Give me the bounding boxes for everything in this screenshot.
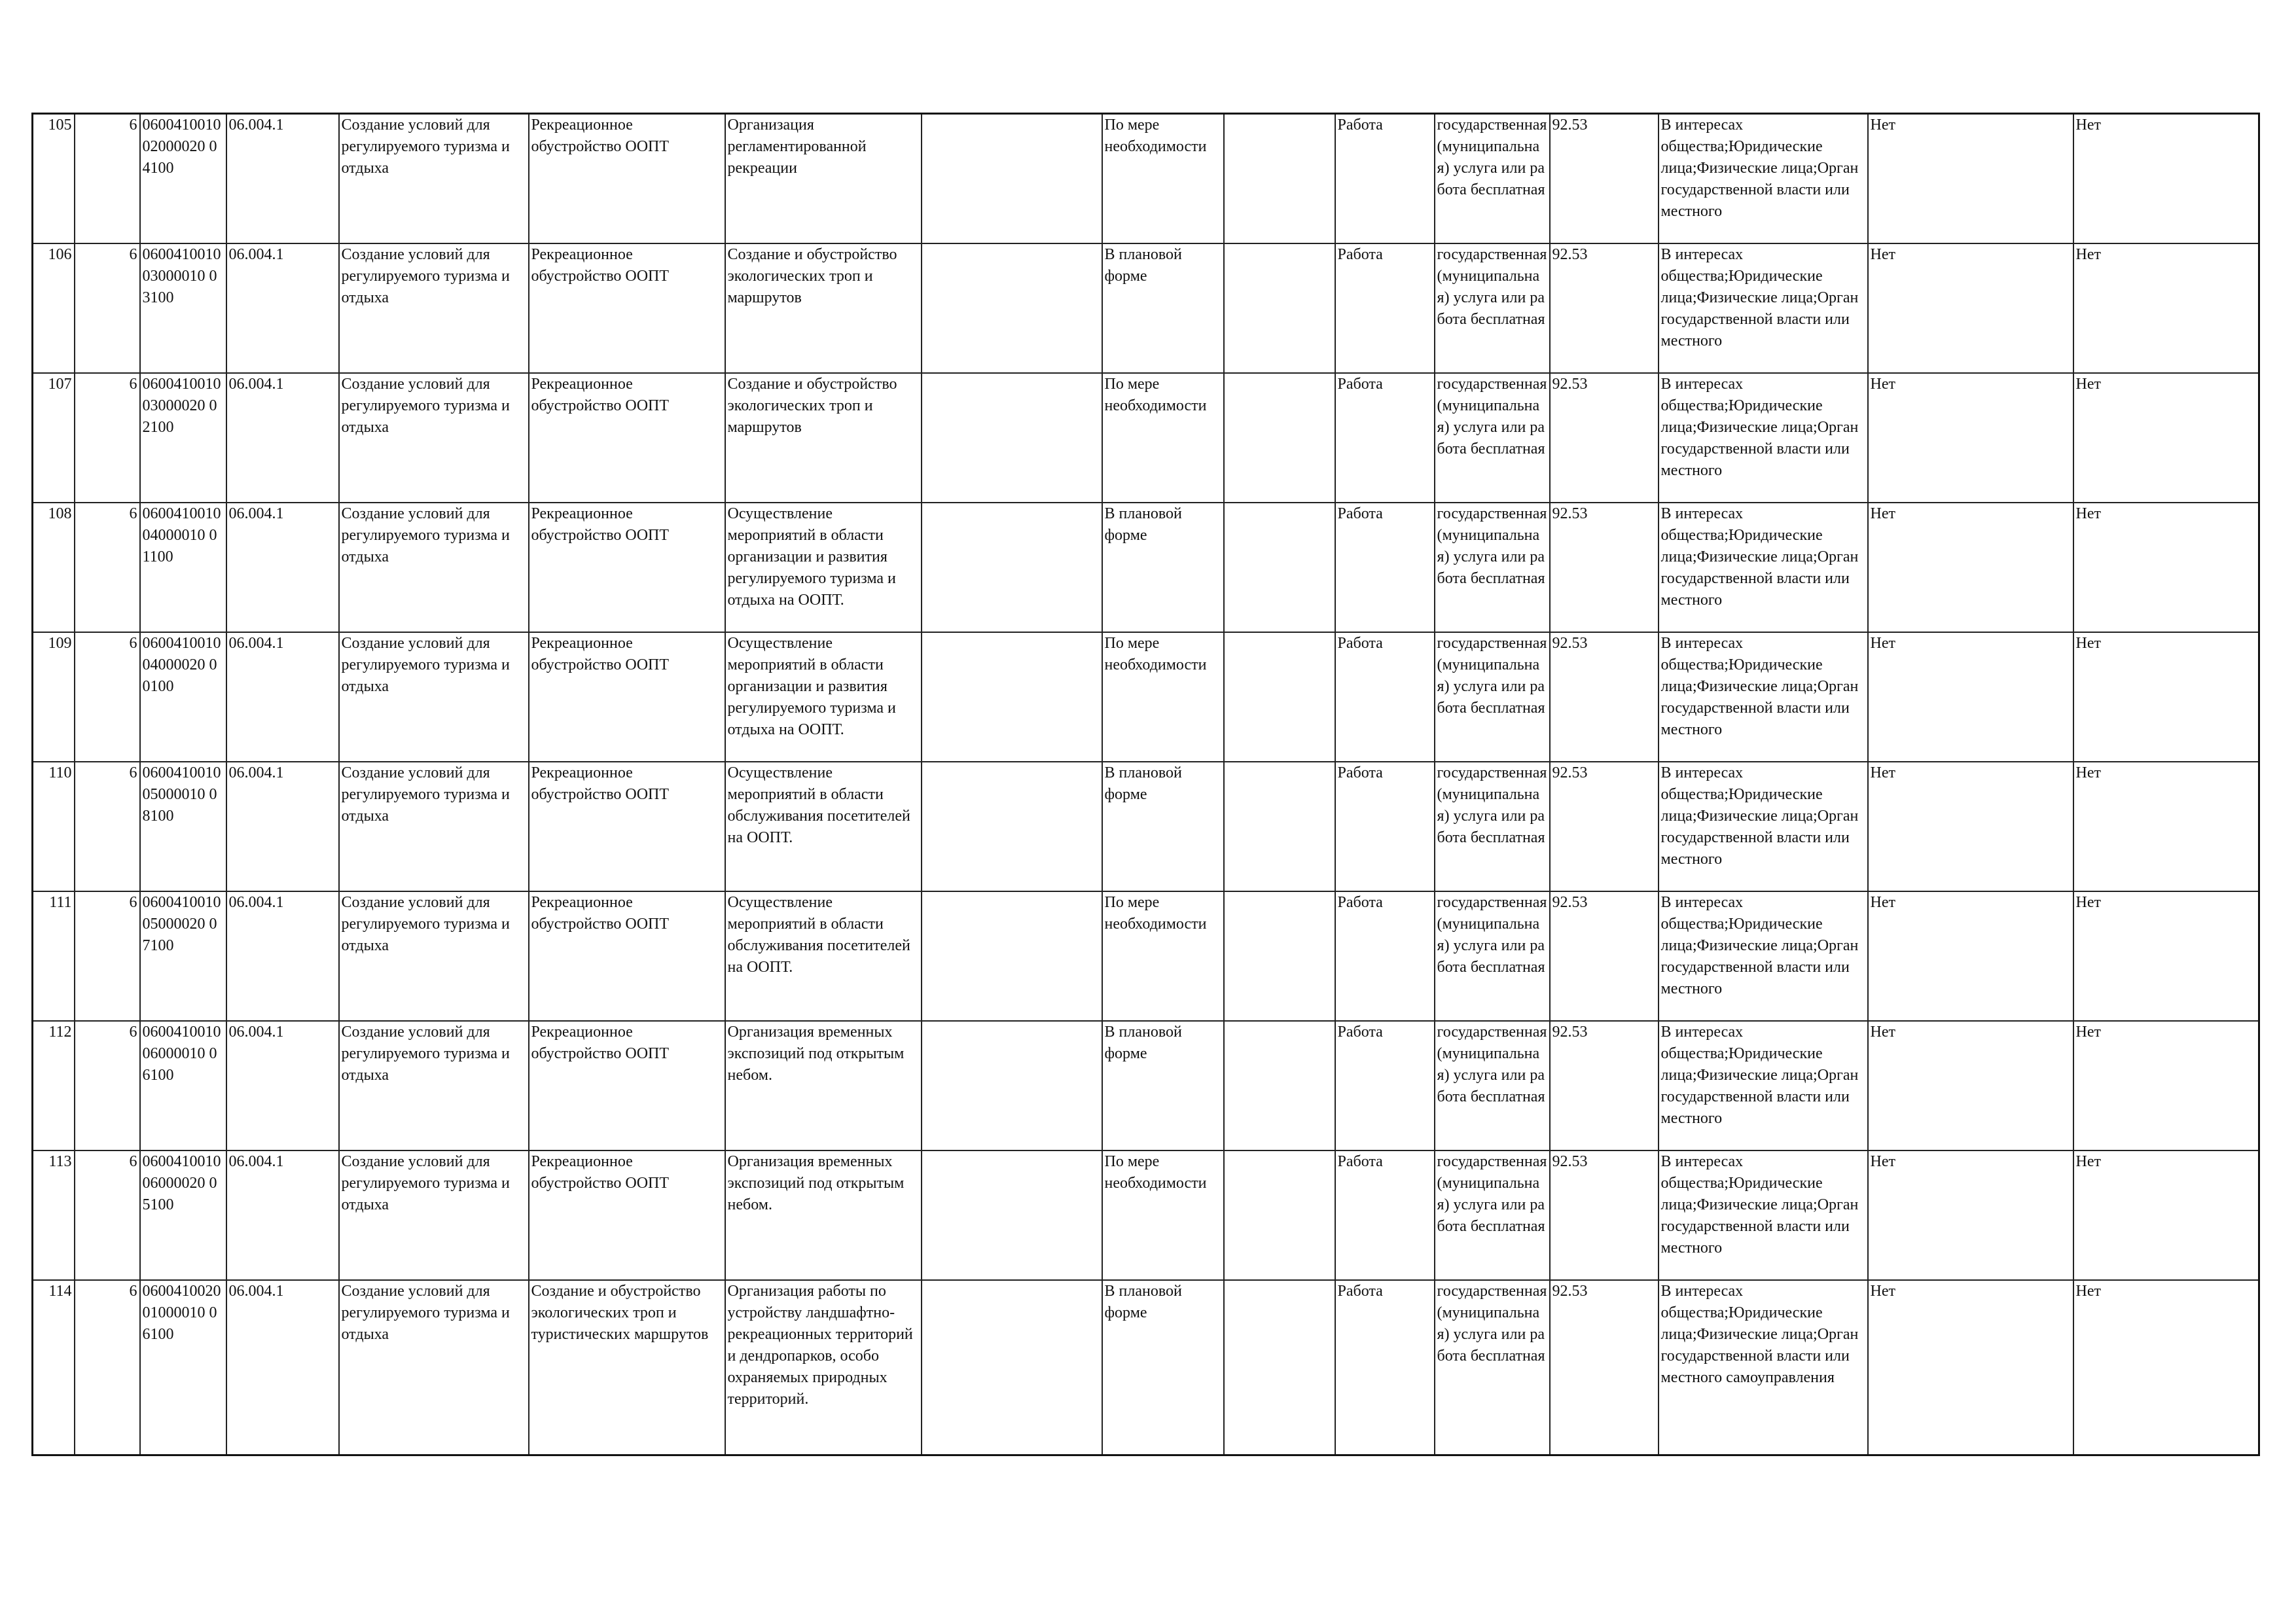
activity-subsection: Рекреационное обустройство ООПТ	[529, 373, 725, 503]
activity-section: Создание условий для регулируемого туризма и отдыха	[339, 1150, 529, 1280]
execution-frequency: В плановой форме	[1102, 1280, 1224, 1455]
row-number: 111	[33, 891, 75, 1021]
empty-cell	[1224, 503, 1335, 632]
okved-code: 92.53	[1550, 503, 1659, 632]
row-subnumber: 6	[75, 243, 140, 373]
flag-one: Нет	[1868, 762, 2073, 891]
registry-code: 060041001005000020 07100	[140, 891, 226, 1021]
table-row	[33, 1280, 2259, 1455]
service-kind: Работа	[1335, 373, 1435, 503]
registry-code: 060041001004000010 01100	[140, 503, 226, 632]
row-subnumber: 6	[75, 503, 140, 632]
classifier-code: 06.004.1	[226, 1021, 339, 1150]
empty-cell	[922, 891, 1102, 1021]
okved-code: 92.53	[1550, 632, 1659, 762]
flag-two: Нет	[2073, 373, 2259, 503]
classifier-code: 06.004.1	[226, 373, 339, 503]
flag-one: Нет	[1868, 1280, 2073, 1455]
activity-section: Создание условий для регулируемого туризма и отдыха	[339, 891, 529, 1021]
flag-two: Нет	[2073, 632, 2259, 762]
service-kind: Работа	[1335, 891, 1435, 1021]
consumer-categories: В интересах общества;Юридические лица;Физические лица;Орган государственной власти или местного	[1659, 762, 1868, 891]
flag-one: Нет	[1868, 243, 2073, 373]
row-subnumber: 6	[75, 1021, 140, 1150]
execution-frequency: В плановой форме	[1102, 1021, 1224, 1150]
empty-cell	[922, 373, 1102, 503]
activity-section: Создание условий для регулируемого туризма и отдыха	[339, 762, 529, 891]
service-kind: Работа	[1335, 1021, 1435, 1150]
activity-section: Создание условий для регулируемого туризма и отдыха	[339, 632, 529, 762]
classifier-code: 06.004.1	[226, 114, 339, 243]
row-number: 108	[33, 503, 75, 632]
row-subnumber: 6	[75, 762, 140, 891]
activity-subsection: Рекреационное обустройство ООПТ	[529, 114, 725, 243]
empty-cell	[922, 114, 1102, 243]
row-number: 114	[33, 1280, 75, 1455]
empty-cell	[922, 503, 1102, 632]
table-row	[33, 503, 2259, 632]
table-row	[33, 243, 2259, 373]
flag-one: Нет	[1868, 503, 2073, 632]
service-kind: Работа	[1335, 114, 1435, 243]
flag-two: Нет	[2073, 1150, 2259, 1280]
flag-one: Нет	[1868, 632, 2073, 762]
okved-code: 92.53	[1550, 243, 1659, 373]
table-row	[33, 114, 2259, 243]
activity-section: Создание условий для регулируемого туризма и отдыха	[339, 503, 529, 632]
classifier-code: 06.004.1	[226, 891, 339, 1021]
empty-cell	[1224, 1150, 1335, 1280]
empty-cell	[922, 1021, 1102, 1150]
registry-code: 060041001002000020 04100	[140, 114, 226, 243]
activity-subsection: Рекреационное обустройство ООПТ	[529, 762, 725, 891]
table-row	[33, 632, 2259, 762]
work-name: Организация временных экспозиций под открытым небом.	[725, 1150, 922, 1280]
work-name: Организация регламентированной рекреации	[725, 114, 922, 243]
flag-two: Нет	[2073, 891, 2259, 1021]
registry-code: 060041001005000010 08100	[140, 762, 226, 891]
activity-subsection: Рекреационное обустройство ООПТ	[529, 891, 725, 1021]
service-kind: Работа	[1335, 762, 1435, 891]
row-number: 109	[33, 632, 75, 762]
okved-code: 92.53	[1550, 1021, 1659, 1150]
row-subnumber: 6	[75, 1150, 140, 1280]
execution-frequency: По мере необходимости	[1102, 891, 1224, 1021]
consumer-categories: В интересах общества;Юридические лица;Физические лица;Орган государственной власти или местного	[1659, 1150, 1868, 1280]
consumer-categories: В интересах общества;Юридические лица;Физические лица;Орган государственной власти или местного	[1659, 503, 1868, 632]
work-name: Создание и обустройство экологических троп и маршрутов	[725, 373, 922, 503]
empty-cell	[1224, 1280, 1335, 1455]
empty-cell	[1224, 632, 1335, 762]
payment-type: государственная (муниципальная) услуга или работа бесплатная	[1435, 503, 1550, 632]
work-name: Осуществление мероприятий в области обслуживания посетителей на ООПТ.	[725, 891, 922, 1021]
classifier-code: 06.004.1	[226, 762, 339, 891]
work-name: Организация работы по устройству ландшафтно-рекреационных территорий и дендропарков, особо охраняемых природных территорий.	[725, 1280, 922, 1455]
execution-frequency: В плановой форме	[1102, 243, 1224, 373]
empty-cell	[1224, 373, 1335, 503]
row-subnumber: 6	[75, 114, 140, 243]
payment-type: государственная (муниципальная) услуга или работа бесплатная	[1435, 1280, 1550, 1455]
execution-frequency: По мере необходимости	[1102, 1150, 1224, 1280]
row-number: 110	[33, 762, 75, 891]
payment-type: государственная (муниципальная) услуга или работа бесплатная	[1435, 114, 1550, 243]
execution-frequency: По мере необходимости	[1102, 632, 1224, 762]
row-subnumber: 6	[75, 632, 140, 762]
flag-one: Нет	[1868, 1021, 2073, 1150]
classifier-code: 06.004.1	[226, 632, 339, 762]
row-number: 106	[33, 243, 75, 373]
activity-subsection: Рекреационное обустройство ООПТ	[529, 1021, 725, 1150]
activity-subsection: Рекреационное обустройство ООПТ	[529, 503, 725, 632]
empty-cell	[922, 762, 1102, 891]
empty-cell	[1224, 891, 1335, 1021]
consumer-categories: В интересах общества;Юридические лица;Физические лица;Орган государственной власти или местного	[1659, 243, 1868, 373]
empty-cell	[1224, 243, 1335, 373]
payment-type: государственная (муниципальная) услуга или работа бесплатная	[1435, 632, 1550, 762]
table-row	[33, 762, 2259, 891]
classifier-code: 06.004.1	[226, 243, 339, 373]
flag-one: Нет	[1868, 114, 2073, 243]
service-kind: Работа	[1335, 632, 1435, 762]
registry-table-body	[33, 114, 2259, 1455]
okved-code: 92.53	[1550, 891, 1659, 1021]
payment-type: государственная (муниципальная) услуга или работа бесплатная	[1435, 373, 1550, 503]
flag-two: Нет	[2073, 1021, 2259, 1150]
activity-section: Создание условий для регулируемого туризма и отдыха	[339, 1021, 529, 1150]
empty-cell	[922, 243, 1102, 373]
document-page	[31, 113, 2258, 1456]
payment-type: государственная (муниципальная) услуга или работа бесплатная	[1435, 243, 1550, 373]
activity-section: Создание условий для регулируемого туризма и отдыха	[339, 1280, 529, 1455]
work-name: Создание и обустройство экологических троп и маршрутов	[725, 243, 922, 373]
empty-cell	[1224, 114, 1335, 243]
work-name: Организация временных экспозиций под открытым небом.	[725, 1021, 922, 1150]
service-kind: Работа	[1335, 1280, 1435, 1455]
work-name: Осуществление мероприятий в области обслуживания посетителей на ООПТ.	[725, 762, 922, 891]
execution-frequency: По мере необходимости	[1102, 114, 1224, 243]
work-name: Осуществление мероприятий в области организации и развития регулируемого туризма и отдыха на ООПТ.	[725, 632, 922, 762]
table-row	[33, 891, 2259, 1021]
row-subnumber: 6	[75, 891, 140, 1021]
empty-cell	[922, 1150, 1102, 1280]
consumer-categories: В интересах общества;Юридические лица;Физические лица;Орган государственной власти или местного	[1659, 114, 1868, 243]
execution-frequency: По мере необходимости	[1102, 373, 1224, 503]
flag-two: Нет	[2073, 1280, 2259, 1455]
flag-two: Нет	[2073, 762, 2259, 891]
registry-code: 060041002001000010 06100	[140, 1280, 226, 1455]
flag-two: Нет	[2073, 243, 2259, 373]
activity-section: Создание условий для регулируемого туризма и отдыха	[339, 373, 529, 503]
registry-table	[31, 113, 2260, 1456]
row-number: 112	[33, 1021, 75, 1150]
classifier-code: 06.004.1	[226, 503, 339, 632]
row-number: 107	[33, 373, 75, 503]
consumer-categories: В интересах общества;Юридические лица;Физические лица;Орган государственной власти или местного	[1659, 1021, 1868, 1150]
activity-subsection: Рекреационное обустройство ООПТ	[529, 1150, 725, 1280]
payment-type: государственная (муниципальная) услуга или работа бесплатная	[1435, 1150, 1550, 1280]
registry-code: 060041001006000010 06100	[140, 1021, 226, 1150]
consumer-categories: В интересах общества;Юридические лица;Физические лица;Орган государственной власти или местного	[1659, 891, 1868, 1021]
empty-cell	[922, 632, 1102, 762]
classifier-code: 06.004.1	[226, 1280, 339, 1455]
consumer-categories: В интересах общества;Юридические лица;Физические лица;Орган государственной власти или местного самоуправления	[1659, 1280, 1868, 1455]
row-number: 113	[33, 1150, 75, 1280]
flag-one: Нет	[1868, 373, 2073, 503]
table-row	[33, 1150, 2259, 1280]
activity-subsection: Рекреационное обустройство ООПТ	[529, 632, 725, 762]
okved-code: 92.53	[1550, 1280, 1659, 1455]
row-subnumber: 6	[75, 1280, 140, 1455]
row-subnumber: 6	[75, 373, 140, 503]
activity-section: Создание условий для регулируемого туризма и отдыха	[339, 243, 529, 373]
execution-frequency: В плановой форме	[1102, 503, 1224, 632]
payment-type: государственная (муниципальная) услуга или работа бесплатная	[1435, 1021, 1550, 1150]
service-kind: Работа	[1335, 503, 1435, 632]
service-kind: Работа	[1335, 243, 1435, 373]
okved-code: 92.53	[1550, 114, 1659, 243]
flag-one: Нет	[1868, 891, 2073, 1021]
empty-cell	[922, 1280, 1102, 1455]
activity-section: Создание условий для регулируемого туризма и отдыха	[339, 114, 529, 243]
row-number: 105	[33, 114, 75, 243]
execution-frequency: В плановой форме	[1102, 762, 1224, 891]
activity-subsection: Создание и обустройство экологических троп и туристических маршрутов	[529, 1280, 725, 1455]
payment-type: государственная (муниципальная) услуга или работа бесплатная	[1435, 762, 1550, 891]
registry-code: 060041001006000020 05100	[140, 1150, 226, 1280]
service-kind: Работа	[1335, 1150, 1435, 1280]
consumer-categories: В интересах общества;Юридические лица;Физические лица;Орган государственной власти или местного	[1659, 373, 1868, 503]
work-name: Осуществление мероприятий в области организации и развития регулируемого туризма и отдыха на ООПТ.	[725, 503, 922, 632]
okved-code: 92.53	[1550, 373, 1659, 503]
registry-code: 060041001003000010 03100	[140, 243, 226, 373]
activity-subsection: Рекреационное обустройство ООПТ	[529, 243, 725, 373]
empty-cell	[1224, 1021, 1335, 1150]
okved-code: 92.53	[1550, 1150, 1659, 1280]
payment-type: государственная (муниципальная) услуга или работа бесплатная	[1435, 891, 1550, 1021]
table-row	[33, 1021, 2259, 1150]
registry-code: 060041001004000020 00100	[140, 632, 226, 762]
classifier-code: 06.004.1	[226, 1150, 339, 1280]
flag-one: Нет	[1868, 1150, 2073, 1280]
empty-cell	[1224, 762, 1335, 891]
consumer-categories: В интересах общества;Юридические лица;Физические лица;Орган государственной власти или местного	[1659, 632, 1868, 762]
registry-code: 060041001003000020 02100	[140, 373, 226, 503]
table-row	[33, 373, 2259, 503]
okved-code: 92.53	[1550, 762, 1659, 891]
flag-two: Нет	[2073, 114, 2259, 243]
flag-two: Нет	[2073, 503, 2259, 632]
